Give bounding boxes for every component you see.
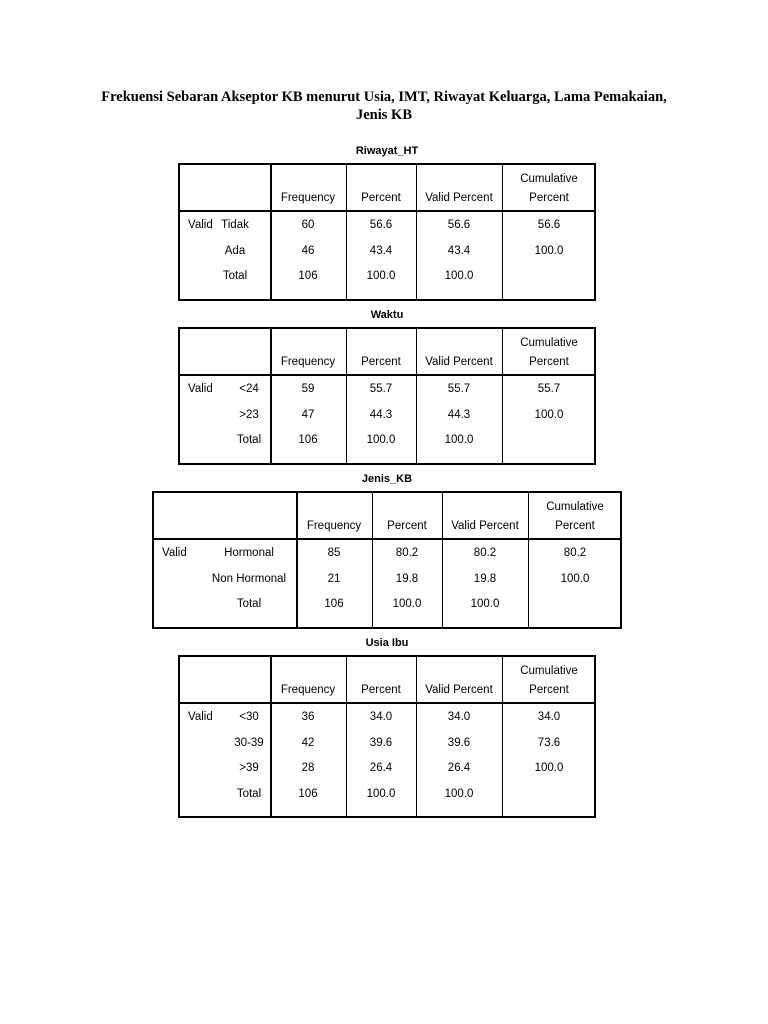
header-percent: Percent xyxy=(361,192,401,204)
frequency-cell: 106 xyxy=(298,787,318,800)
valid-percent-cell: 43.4 xyxy=(447,244,471,257)
frequency-cell: 46 xyxy=(301,244,315,257)
header-cumulative-line1: Cumulative xyxy=(546,501,604,513)
row-label: Hormonal xyxy=(224,547,274,559)
valid-percent-cell: 100.0 xyxy=(444,434,474,446)
valid-percent-cell: 80.2 xyxy=(473,547,497,559)
row-label: Tidak xyxy=(221,219,249,231)
cumulative-percent-cell: 100.0 xyxy=(534,244,564,257)
percent-cell: 19.8 xyxy=(395,572,419,585)
header-frequency: Frequency xyxy=(280,192,336,204)
row-label: Total xyxy=(236,598,262,610)
row-label: <30 xyxy=(239,711,259,723)
row-label: Total xyxy=(236,787,262,800)
table-title: Usia Ibu xyxy=(365,637,409,649)
row-label: 30-39 xyxy=(234,736,264,749)
header-valid-percent: Valid Percent xyxy=(425,192,493,204)
valid-percent-cell: 34.0 xyxy=(447,711,471,723)
row-label: Non Hormonal xyxy=(211,572,287,585)
frequency-cell: 42 xyxy=(301,736,315,749)
percent-cell: 100.0 xyxy=(392,598,422,610)
header-valid-percent: Valid Percent xyxy=(425,684,493,696)
document-title: Frekuensi Sebaran Akseptor KB menurut Usia, IMT, Riwayat Keluarga, Lama Pemakaian, Jenis KB xyxy=(101,89,667,123)
valid-percent-cell: 26.4 xyxy=(447,762,471,774)
table-title: Riwayat_HT xyxy=(355,145,419,157)
valid-percent-cell: 19.8 xyxy=(473,572,497,585)
percent-cell: 80.2 xyxy=(395,547,419,559)
frequency-cell: 106 xyxy=(298,270,318,282)
header-cumulative-line1: Cumulative xyxy=(520,665,578,677)
cumulative-percent-cell: 73.6 xyxy=(537,736,561,749)
frequency-cell: 47 xyxy=(301,408,315,421)
row-label: Total xyxy=(222,270,248,282)
header-percent: Percent xyxy=(361,356,401,368)
header-valid-percent: Valid Percent xyxy=(425,356,493,368)
table-title: Waktu xyxy=(370,309,404,321)
frequency-table-riwayat-ht xyxy=(178,145,596,301)
header-cumulative-line2: Percent xyxy=(529,684,569,696)
frequency-cell: 106 xyxy=(324,598,344,610)
frequency-table-waktu xyxy=(178,309,596,465)
valid-percent-cell: 44.3 xyxy=(447,408,471,421)
header-cumulative-line1: Cumulative xyxy=(520,337,578,349)
table-grid xyxy=(178,163,596,301)
row-label: Ada xyxy=(224,244,246,257)
cumulative-percent-cell: 100.0 xyxy=(534,762,564,774)
frequency-cell: 36 xyxy=(301,711,315,723)
valid-percent-cell: 55.7 xyxy=(447,383,471,395)
cumulative-percent-cell: 100.0 xyxy=(534,408,564,421)
table-title: Jenis_KB xyxy=(361,473,413,485)
header-frequency: Frequency xyxy=(280,684,336,696)
header-cumulative-line2: Percent xyxy=(529,192,569,204)
header-frequency: Frequency xyxy=(306,520,362,532)
header-divider xyxy=(180,374,594,376)
header-valid-percent: Valid Percent xyxy=(451,520,519,532)
valid-percent-cell: 56.6 xyxy=(447,219,471,231)
valid-percent-cell: 39.6 xyxy=(447,736,471,749)
header-cumulative-line2: Percent xyxy=(555,520,595,532)
table-grid xyxy=(178,327,596,465)
frequency-cell: 85 xyxy=(327,547,341,559)
header-cumulative-line2: Percent xyxy=(529,356,569,368)
frequency-cell: 21 xyxy=(327,572,341,585)
table-grid xyxy=(178,655,596,818)
percent-cell: 39.6 xyxy=(369,736,393,749)
cumulative-percent-cell: 56.6 xyxy=(537,219,561,231)
valid-percent-cell: 100.0 xyxy=(444,270,474,282)
percent-cell: 34.0 xyxy=(369,711,393,723)
row-label: Total xyxy=(236,434,262,446)
cumulative-percent-cell: 55.7 xyxy=(537,383,561,395)
cumulative-percent-cell: 100.0 xyxy=(560,572,590,585)
percent-cell: 56.6 xyxy=(369,219,393,231)
cumulative-percent-cell: 34.0 xyxy=(537,711,561,723)
row-group-label: Valid xyxy=(162,547,187,559)
percent-cell: 44.3 xyxy=(369,408,393,421)
row-label: <24 xyxy=(239,383,259,395)
percent-cell: 100.0 xyxy=(366,434,396,446)
row-label: >39 xyxy=(239,762,259,774)
header-percent: Percent xyxy=(361,684,401,696)
header-divider xyxy=(180,702,594,704)
row-group-label: Valid xyxy=(188,383,213,395)
frequency-cell: 60 xyxy=(301,219,315,231)
percent-cell: 55.7 xyxy=(369,383,393,395)
percent-cell: 43.4 xyxy=(369,244,393,257)
frequency-cell: 28 xyxy=(301,762,315,774)
percent-cell: 26.4 xyxy=(369,762,393,774)
row-label: >23 xyxy=(239,408,259,421)
table-grid xyxy=(152,491,622,629)
frequency-table-jenis-kb xyxy=(152,473,622,629)
frequency-cell: 106 xyxy=(298,434,318,446)
row-group-label: Valid xyxy=(188,711,213,723)
header-percent: Percent xyxy=(387,520,427,532)
frequency-table-usia-ibu xyxy=(178,637,596,818)
percent-cell: 100.0 xyxy=(366,787,396,800)
valid-percent-cell: 100.0 xyxy=(470,598,500,610)
row-group-label: Valid xyxy=(188,219,213,231)
cumulative-percent-cell: 80.2 xyxy=(563,547,587,559)
header-divider xyxy=(180,210,594,212)
valid-percent-cell: 100.0 xyxy=(444,787,474,800)
header-divider xyxy=(154,538,620,540)
header-cumulative-line1: Cumulative xyxy=(520,173,578,185)
percent-cell: 100.0 xyxy=(366,270,396,282)
frequency-cell: 59 xyxy=(301,383,315,395)
header-frequency: Frequency xyxy=(280,356,336,368)
